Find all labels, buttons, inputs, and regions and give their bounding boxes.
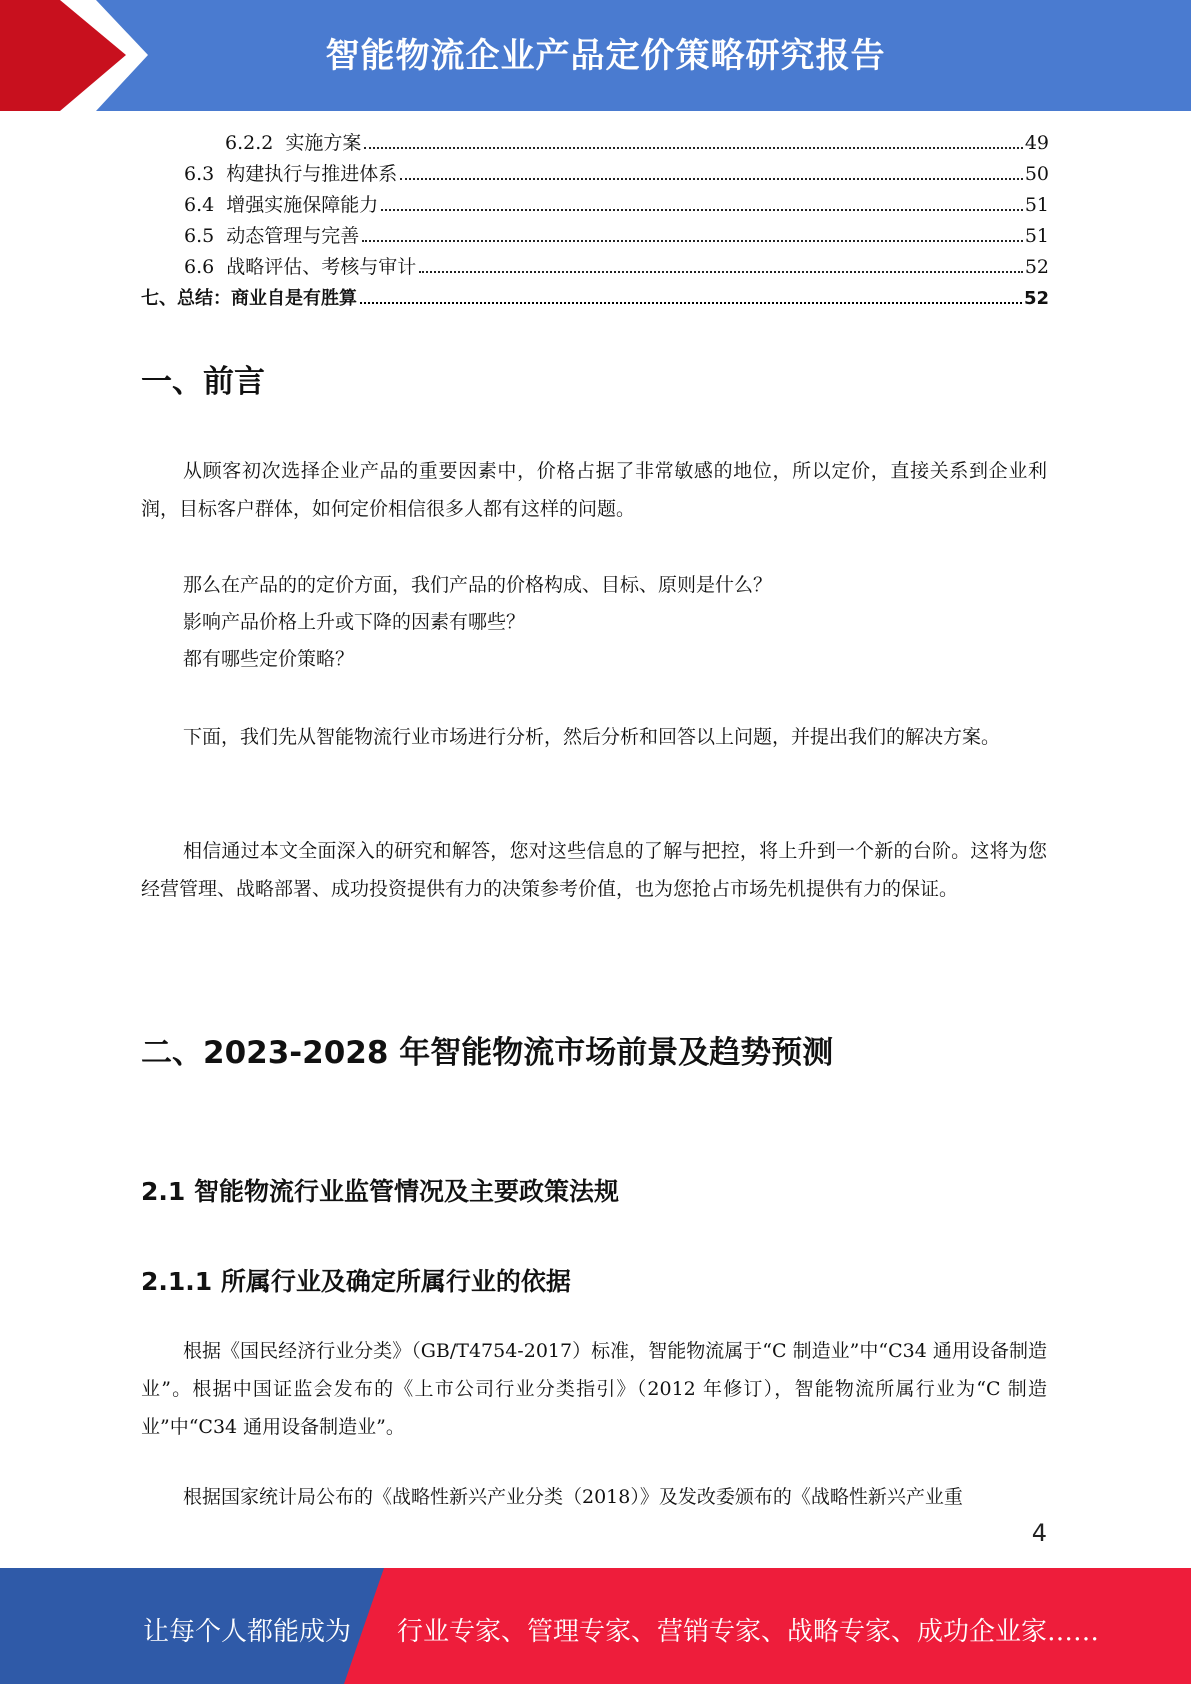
toc-entry-label: 6.5 动态管理与完善 <box>184 225 360 247</box>
toc-leader-dots <box>362 240 1023 242</box>
toc-entry[interactable] <box>141 159 1049 190</box>
page-header <box>0 0 1191 111</box>
toc-entry-page: 50 <box>1024 163 1049 185</box>
toc-entry-label: 七、总结：商业自是有胜算 <box>141 288 357 309</box>
page-footer <box>0 1568 1191 1684</box>
preface-paragraph-1: 从顾客初次选择企业产品的重要因素中，价格占据了非常敏感的地位，所以定价，直接关系到企业利润，目标客户群体，如何定价相信很多人都有这样的问题。 <box>141 460 1047 520</box>
question-line: 那么在产品的的定价方面，我们产品的价格构成、目标、原则是什么？ <box>183 574 773 596</box>
toc-entry-page: 52 <box>1024 256 1049 278</box>
toc-entry-label: 6.4 增强实施保障能力 <box>184 194 379 216</box>
toc-leader-dots <box>400 178 1023 180</box>
toc-leader-dots <box>419 271 1023 273</box>
toc-entry[interactable] <box>141 252 1049 283</box>
chapter-2-heading: 二、2023-2028 年智能物流市场前景及趋势预测 <box>141 1035 834 1071</box>
preface-heading: 一、前言 <box>141 364 265 400</box>
section-2-1-1-paragraph-1: 根据《国民经济行业分类》（GB/T4754-2017）标准，智能物流属于“C 制造业”中“C34 通用设备制造业”。根据中国证监会发布的《上市公司行业分类指引》（2012 年修订），智能物流所属行业为“C 制造业”中“C34 通用设备制造业”。 <box>141 1340 1047 1438</box>
toc-entry[interactable] <box>141 221 1049 252</box>
toc-leader-dots <box>360 302 1022 304</box>
toc-entry-label: 6.3 构建执行与推进体系 <box>184 163 398 185</box>
preface-paragraph-2: 下面，我们先从智能物流行业市场进行分析，然后分析和回答以上问题，并提出我们的解决方案。 <box>183 726 1001 748</box>
toc-entry-label: 6.6 战略评估、考核与审计 <box>184 256 417 278</box>
toc-entry-page: 51 <box>1024 194 1049 216</box>
toc-leader-dots <box>381 209 1023 211</box>
toc-entry-page: 52 <box>1023 288 1049 309</box>
toc-entry[interactable] <box>141 283 1049 314</box>
question-line: 都有哪些定价策略？ <box>183 648 355 670</box>
toc-entry-page: 49 <box>1024 132 1049 154</box>
footer-roles: 行业专家、管理专家、营销专家、战略专家、成功企业家…… <box>397 1617 1100 1647</box>
section-2-1-1-paragraph-2: 根据国家统计局公布的《战略性新兴产业分类（2018）》及发改委颁布的《战略性新兴产业重 <box>183 1486 963 1508</box>
section-2-1-heading: 2.1 智能物流行业监管情况及主要政策法规 <box>141 1177 619 1206</box>
table-of-contents <box>141 128 1049 314</box>
question-line: 影响产品价格上升或下降的因素有哪些？ <box>183 611 526 633</box>
preface-paragraph-3: 相信通过本文全面深入的研究和解答，您对这些信息的了解与把控，将上升到一个新的台阶。这将为您经营管理、战略部署、成功投资提供有力的决策参考价值，也为您抢占市场先机提供有力的保证。 <box>141 840 1047 900</box>
toc-entry[interactable] <box>141 190 1049 221</box>
toc-entry-label: 6.2.2 实施方案 <box>225 132 362 154</box>
toc-entry[interactable] <box>141 128 1049 159</box>
footer-slogan: 让每个人都能成为 <box>143 1617 352 1647</box>
toc-entry-page: 51 <box>1024 225 1049 247</box>
report-title: 智能物流企业产品定价策略研究报告 <box>325 36 886 76</box>
page-number: 4 <box>1031 1519 1047 1547</box>
section-2-1-1-heading: 2.1.1 所属行业及确定所属行业的依据 <box>141 1267 571 1296</box>
toc-leader-dots <box>364 147 1022 149</box>
